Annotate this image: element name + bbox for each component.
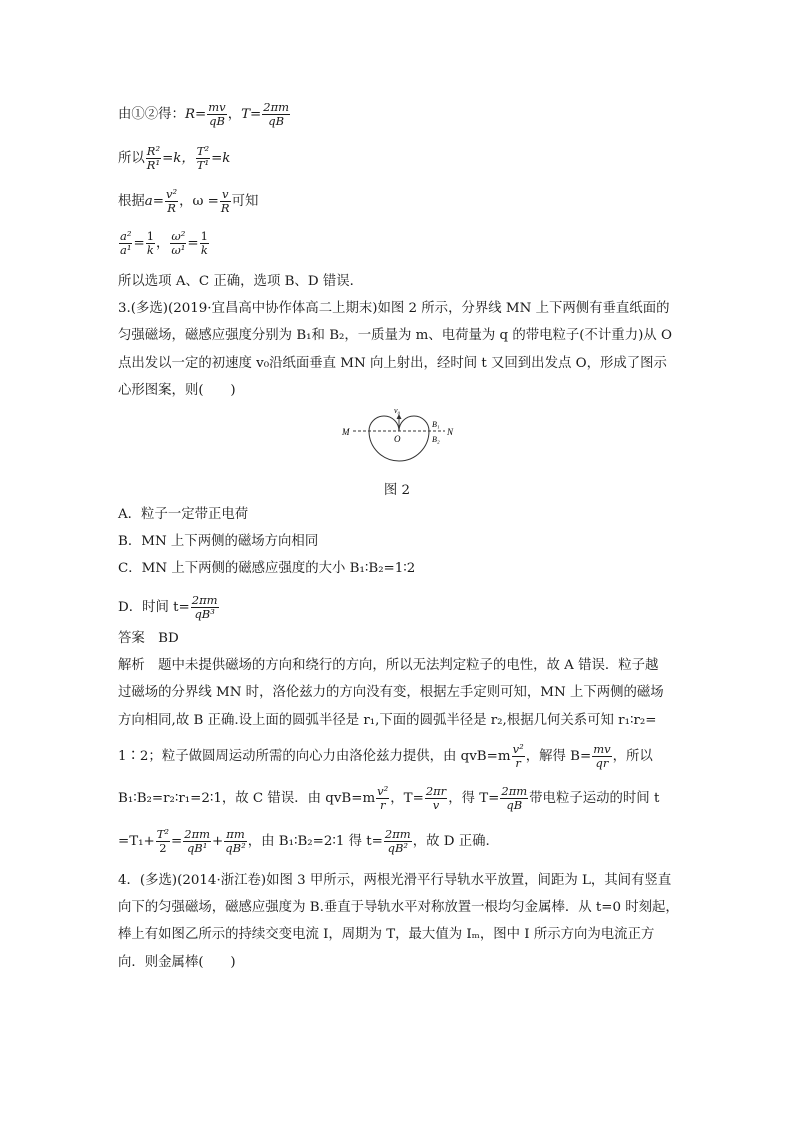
label-m: M: [342, 427, 350, 437]
denominator: v: [432, 798, 440, 812]
fraction: [196, 145, 210, 172]
figure-caption: 图 2: [383, 483, 411, 498]
fraction: [200, 230, 209, 257]
numerator: 2πm: [263, 100, 290, 114]
formula-line-2: [118, 145, 230, 172]
heart-trajectory-figure: [335, 404, 465, 476]
fraction: [183, 828, 211, 855]
question-3-line-1: 3.(多选)(2019·宜昌高中协作体高二上期末)如图 2 所示，分界线 MN 上下两侧有垂直纸面的: [118, 301, 670, 316]
label-o: O: [394, 434, 401, 444]
denominator: R: [167, 201, 176, 215]
text: 由①②得：: [118, 107, 185, 122]
numerator: 2πr: [425, 784, 447, 798]
text: ，得 T=: [448, 791, 500, 806]
formula-line-3: [118, 188, 258, 215]
numerator: 2πm: [501, 784, 528, 798]
numerator: πm: [226, 827, 245, 841]
fraction: [156, 828, 170, 855]
fraction: [146, 145, 161, 172]
fraction: [207, 101, 226, 128]
denominator: R¹: [146, 158, 161, 172]
numerator: v: [220, 188, 231, 202]
denominator: T¹: [196, 158, 210, 172]
formula-line-4: [118, 230, 210, 257]
symbol: R: [184, 107, 196, 122]
text: B₁∶B₂=r₂∶r₁=2∶1，故 C 错误．由 qvB=m: [118, 791, 376, 806]
option-d: [118, 594, 220, 621]
fraction: [592, 743, 611, 770]
fraction: [512, 743, 525, 770]
text: =: [250, 107, 262, 122]
text: =k，: [162, 151, 195, 166]
explanation-line-2: 过磁场的分界线 MN 时，洛伦兹力的方向没有变，根据左手定则可知，MN 上下两侧的磁场: [118, 685, 664, 700]
text: ，T=: [390, 791, 424, 806]
fraction: [146, 230, 155, 257]
fraction: [191, 594, 219, 621]
denominator: qB²: [225, 841, 246, 855]
numerator: 2πm: [184, 827, 211, 841]
denominator: r: [515, 756, 521, 770]
explanation-line-4: [118, 743, 653, 770]
text: ，故 D 正确.: [412, 834, 490, 849]
text: 可知: [231, 194, 259, 209]
denominator: r: [379, 798, 386, 812]
denominator: qB¹: [186, 841, 208, 855]
text: ，: [227, 107, 242, 122]
fraction: [262, 101, 290, 128]
fraction: [425, 785, 447, 812]
fraction: [119, 230, 132, 257]
numerator: a²: [120, 229, 132, 243]
numerator: v²: [512, 742, 524, 756]
text: 根据: [118, 194, 145, 209]
numerator: 1: [146, 229, 155, 243]
numerator: 2πm: [384, 827, 411, 841]
denominator: R: [220, 201, 230, 215]
question-4-line-2: 向下的匀强磁场，磁感应强度为 B.垂直于导轨水平对称放置一根均匀金属棒．从 t=0 时刻起，: [118, 900, 679, 915]
text: ，: [156, 236, 170, 251]
text: =k: [211, 151, 231, 166]
question-3-line-2: 匀强磁场，磁感应强度分别为 B₁和 B₂，一质量为 m、电荷量为 q 的带电粒子(不计重力)从 O: [118, 328, 672, 343]
numerator: T²: [156, 827, 170, 841]
text: D．时间 t=: [118, 600, 190, 615]
explanation-line-1: 解析 题中未提供磁场的方向和绕行的方向，所以无法判定粒子的电性，故 A 错误．粒子越: [118, 658, 659, 673]
explanation-line-5: [118, 785, 659, 812]
text: =T₁+: [118, 834, 155, 849]
numerator: 2πm: [191, 593, 218, 607]
text: 带电粒子运动的时间 t: [529, 791, 660, 806]
fraction: [165, 188, 178, 215]
text: ，由 B₁∶B₂=2∶1 得 t=: [247, 834, 383, 849]
numerator: v²: [377, 784, 389, 798]
denominator: a¹: [120, 243, 132, 257]
explanation-line-6: [118, 828, 490, 855]
explanation-line-3: 方向相同,故 B 正确.设上面的圆弧半径是 r₁,下面的圆弧半径是 r₂,根据几何关系可知 r₁∶r₂=: [118, 713, 657, 728]
denominator: qr: [595, 756, 609, 770]
fraction: [384, 828, 412, 855]
denominator: ω¹: [171, 243, 186, 257]
question-3-line-4: 心形图案，则( ): [118, 383, 236, 398]
text: ，所以: [612, 749, 653, 764]
fraction: [376, 785, 389, 812]
numerator: 1: [200, 229, 208, 243]
numerator: ω²: [171, 229, 186, 243]
text: ，解得 B=: [525, 749, 592, 764]
question-4-line-4: 向．则金属棒( ): [118, 955, 236, 970]
text: 1∶2；粒子做圆周运动所需的向心力由洛伦兹力提供，由 qvB=m: [118, 749, 511, 764]
text: 所以: [118, 151, 145, 166]
fraction: [500, 785, 528, 812]
denominator: k: [200, 243, 208, 257]
numerator: T²: [196, 144, 210, 158]
question-4-line-1: 4．(多选)(2014·浙江卷)如图 3 甲所示，两根光滑平行导轨水平放置，间距为 L，其间有竖直: [118, 873, 672, 888]
conclusion-text: 所以选项 A、C 正确，选项 B、D 错误．: [118, 274, 363, 289]
numerator: v²: [166, 187, 178, 201]
label-v0: v₀: [394, 406, 401, 415]
text: +: [212, 834, 224, 849]
text: =: [195, 107, 207, 122]
symbol: a=: [144, 194, 164, 209]
question-3-line-3: 点出发以一定的初速度 v₀沿纸面垂直 MN 向上射出，经时间 t 又回到出发点 O，形成了图示: [118, 356, 667, 371]
denominator: qB: [268, 114, 285, 128]
numerator: mv: [208, 100, 226, 114]
option-b: B．MN 上下两侧的磁场方向相同: [118, 534, 319, 549]
text: ，ω =: [179, 194, 219, 209]
denominator: qB: [506, 798, 523, 812]
text: =: [133, 236, 145, 251]
option-c: C．MN 上下两侧的磁感应强度的大小 B₁∶B₂=1∶2: [118, 561, 416, 576]
answer-text: 答案 BD: [118, 631, 179, 646]
fraction: [170, 230, 186, 257]
fraction: [224, 828, 246, 855]
formula-line-1: [118, 101, 291, 128]
denominator: 2: [159, 841, 167, 855]
denominator: qB: [209, 114, 225, 128]
symbol: T: [241, 107, 251, 122]
label-n: N: [447, 427, 454, 437]
label-b1: B₁: [432, 420, 440, 429]
fraction: [220, 188, 231, 215]
text: =: [187, 236, 199, 251]
numerator: R²: [146, 144, 161, 158]
denominator: qB²: [387, 841, 409, 855]
option-a: A．粒子一定带正电荷: [118, 507, 249, 522]
label-b2: B₂: [432, 435, 440, 444]
numerator: mv: [593, 742, 611, 756]
denominator: k: [146, 243, 154, 257]
denominator: qB³: [194, 607, 215, 621]
text: =: [171, 834, 183, 849]
question-4-line-3: 棒上有如图乙所示的持续交变电流 I，周期为 T，最大值为 Iₘ，图中 I 所示方向为电流正方: [118, 927, 655, 942]
